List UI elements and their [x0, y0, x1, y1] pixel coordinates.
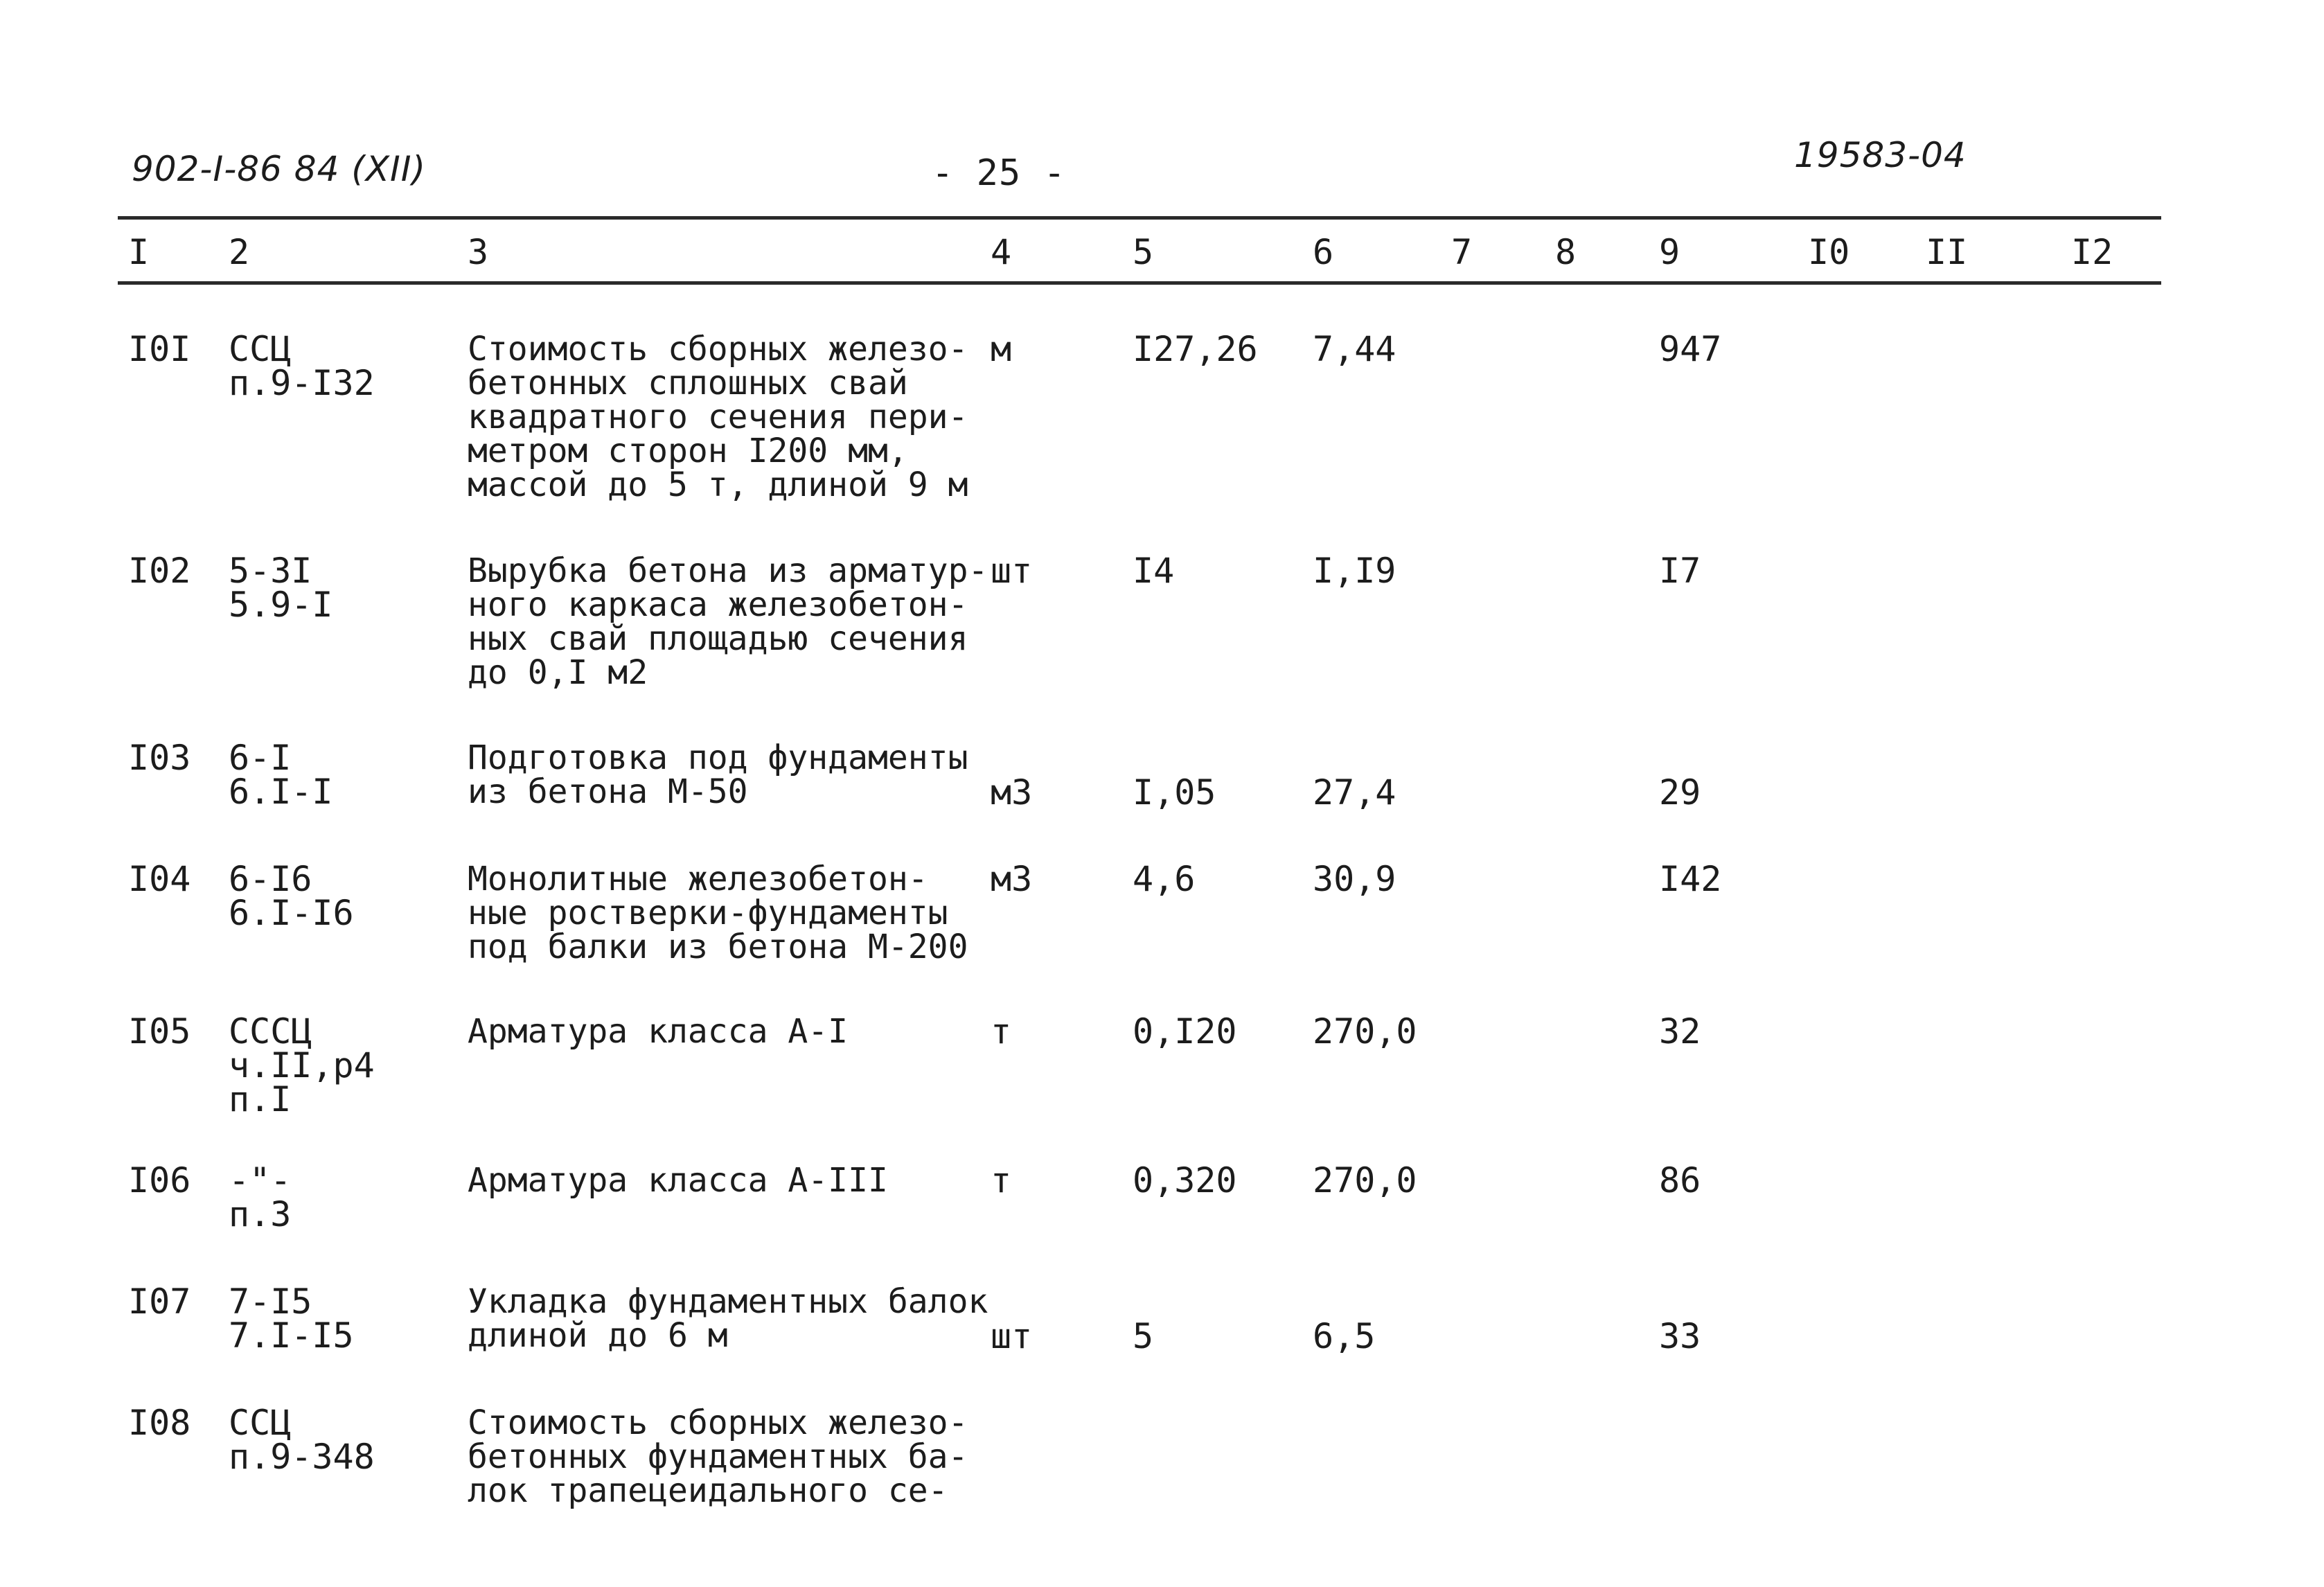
column-header-7: 7: [1451, 232, 1473, 272]
unit-price-value: 270,0: [1313, 1160, 1417, 1200]
work-description-line: Укладка фундаментных балок: [468, 1282, 988, 1321]
unit-price-value: 6,5: [1313, 1316, 1376, 1356]
page-number: - 25 -: [932, 152, 1066, 194]
work-description-line: ных свай площадью сечения: [468, 619, 968, 658]
row-number: I07: [128, 1282, 191, 1322]
unit-of-measure: т: [991, 1011, 1012, 1052]
rate-code-line: -"-: [229, 1160, 292, 1200]
rate-code-line: 7.I-I5: [229, 1315, 354, 1356]
archive-number: 19583-04: [1794, 135, 1967, 175]
rate-code-line: ч.II,р4: [229, 1045, 375, 1085]
total-cost-value: 32: [1659, 1011, 1701, 1052]
total-cost-value: 947: [1659, 329, 1722, 369]
work-description-line: Арматура класса А-I: [468, 1012, 849, 1051]
document-code: 902-I-86 84 (XII): [132, 149, 427, 189]
unit-of-measure: шт: [991, 551, 1033, 591]
work-description-line: бетонных сплошных свай: [468, 364, 908, 402]
quantity-value: 4,6: [1133, 859, 1196, 899]
total-cost-value: 29: [1659, 772, 1701, 813]
rate-code-line: 6-I6: [229, 859, 312, 899]
column-header-9: 9: [1659, 232, 1680, 272]
row-number: I03: [128, 738, 191, 778]
rate-code-line: ССЦ: [229, 329, 292, 369]
work-description-line: ного каркаса железобетон-: [468, 585, 968, 624]
row-number: I02: [128, 551, 191, 591]
column-header-3: 3: [468, 232, 489, 272]
work-description-line: Стоимость сборных железо-: [468, 1403, 968, 1442]
rate-code-line: 6.I-I: [229, 772, 333, 812]
total-cost-value: 86: [1659, 1160, 1701, 1200]
row-number: I04: [128, 859, 191, 899]
rate-code-line: ССЦ: [229, 1403, 292, 1443]
work-description-line: Арматура класса А-III: [468, 1161, 888, 1200]
rate-code-line: 5.9-I: [229, 585, 333, 625]
total-cost-value: 33: [1659, 1316, 1701, 1356]
quantity-value: I,05: [1133, 772, 1216, 813]
header-rule-bottom: [118, 281, 2161, 285]
unit-of-measure: м: [991, 329, 1012, 369]
rate-code-line: п.9-348: [229, 1437, 375, 1477]
work-description-line: массой до 5 т, длиной 9 м: [468, 466, 968, 504]
column-header-1: I: [128, 232, 150, 272]
unit-of-measure: т: [991, 1160, 1012, 1200]
rate-code-line: СССЦ: [229, 1011, 312, 1052]
rate-code-line: п.9-I32: [229, 363, 375, 403]
work-description-line: Вырубка бетона из арматур-: [468, 551, 988, 590]
unit-price-value: 30,9: [1313, 859, 1396, 899]
quantity-value: I4: [1133, 551, 1175, 591]
row-number: I08: [128, 1403, 191, 1443]
quantity-value: I27,26: [1133, 329, 1258, 369]
row-number: I06: [128, 1160, 191, 1200]
total-cost-value: I42: [1659, 859, 1722, 899]
column-header-11: II: [1926, 232, 1968, 272]
quantity-value: 0,I20: [1133, 1011, 1237, 1052]
column-header-2: 2: [229, 232, 250, 272]
work-description-line: ные ростверки-фундаменты: [468, 894, 948, 932]
rate-code-line: п.I: [229, 1079, 292, 1119]
rate-code-line: 6-I: [229, 738, 292, 778]
unit-price-value: I,I9: [1313, 551, 1396, 591]
work-description-line: длиной до 6 м: [468, 1316, 728, 1355]
unit-of-measure: м3: [991, 859, 1033, 899]
column-header-5: 5: [1133, 232, 1154, 272]
rate-code-line: 7-I5: [229, 1282, 312, 1322]
quantity-value: 0,320: [1133, 1160, 1237, 1200]
work-description-line: квадратного сечения пери-: [468, 398, 968, 436]
work-description-line: Подготовка под фундаменты: [468, 738, 968, 777]
rate-code-line: п.3: [229, 1194, 292, 1234]
work-description-line: Монолитные железобетон-: [468, 860, 928, 898]
column-header-10: I0: [1808, 232, 1850, 272]
unit-price-value: 270,0: [1313, 1011, 1417, 1052]
work-description-line: бетонных фундаментных ба-: [468, 1437, 968, 1476]
row-number: I05: [128, 1011, 191, 1052]
header-rule-top: [118, 216, 2161, 220]
unit-price-value: 7,44: [1313, 329, 1396, 369]
column-header-4: 4: [991, 232, 1012, 272]
unit-of-measure: шт: [991, 1316, 1033, 1356]
work-description-line: из бетона М-50: [468, 772, 748, 811]
row-number: I0I: [128, 329, 191, 369]
work-description-line: метром сторон I200 мм,: [468, 432, 908, 470]
rate-code-line: 5-3I: [229, 551, 312, 591]
work-description-line: Стоимость сборных железо-: [468, 330, 968, 369]
unit-of-measure: м3: [991, 772, 1033, 813]
work-description-line: под балки из бетона М-200: [468, 928, 968, 966]
total-cost-value: I7: [1659, 551, 1701, 591]
unit-price-value: 27,4: [1313, 772, 1396, 813]
column-header-12: I2: [2071, 232, 2113, 272]
rate-code-line: 6.I-I6: [229, 893, 354, 933]
column-header-6: 6: [1313, 232, 1334, 272]
quantity-value: 5: [1133, 1316, 1154, 1356]
column-header-8: 8: [1555, 232, 1577, 272]
work-description-line: до 0,I м2: [468, 653, 648, 692]
work-description-line: лок трапецеидального се-: [468, 1471, 948, 1510]
